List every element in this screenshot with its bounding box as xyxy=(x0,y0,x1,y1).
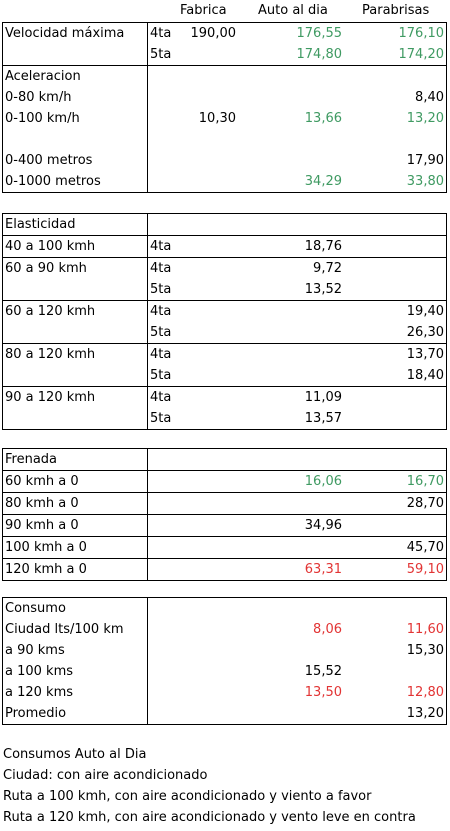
aceleracion-label: Aceleracion xyxy=(5,69,81,84)
value-auto-al-dia: 176,55 xyxy=(296,26,342,41)
marcha: 5ta xyxy=(150,47,172,62)
marcha: 5ta xyxy=(150,282,172,297)
note-line: Consumos Auto al Dia xyxy=(3,747,147,762)
marcha: 5ta xyxy=(150,411,172,426)
row-label: 60 a 120 kmh xyxy=(5,304,96,319)
row-frenada-title xyxy=(3,449,446,470)
velocidad-label: Velocidad máxima xyxy=(5,26,125,41)
value-parabrisas: 13,20 xyxy=(406,706,444,721)
row-120-a-0 xyxy=(3,558,446,580)
header-fabrica: Fabrica xyxy=(180,3,227,18)
row-label: a 120 kms xyxy=(5,685,74,700)
value-auto-al-dia: 9,72 xyxy=(313,261,342,276)
value-auto-al-dia: 15,52 xyxy=(304,664,342,679)
value-parabrisas: 33,80 xyxy=(406,174,444,189)
header-auto-al-dia: Auto al dia xyxy=(258,3,328,18)
value-parabrisas: 16,70 xyxy=(406,474,444,489)
row-0-400 xyxy=(3,150,446,171)
block-velocidad-aceleracion xyxy=(2,22,447,193)
value-fabrica: 10,30 xyxy=(198,111,236,126)
row-120-kms xyxy=(3,682,446,703)
row-elasticidad-title xyxy=(3,214,446,235)
value-parabrisas: 8,40 xyxy=(415,90,444,105)
block-elasticidad xyxy=(2,213,447,430)
row-60-120-5ta xyxy=(3,322,446,343)
value-auto-al-dia: 18,76 xyxy=(304,239,342,254)
row-label: a 100 kms xyxy=(5,664,74,679)
row-label: 60 a 90 kmh xyxy=(5,261,87,276)
value-parabrisas: 26,30 xyxy=(406,325,444,340)
marcha: 4ta xyxy=(150,390,172,405)
row-60-120-4ta xyxy=(3,300,446,322)
row-label: 0-400 metros xyxy=(5,153,93,168)
row-label: 40 a 100 kmh xyxy=(5,239,96,254)
row-label: Promedio xyxy=(5,706,67,721)
value-parabrisas: 59,10 xyxy=(406,562,444,577)
consumo-label: Consumo xyxy=(5,601,66,616)
header-parabrisas: Parabrisas xyxy=(362,3,430,18)
value-parabrisas: 13,20 xyxy=(406,111,444,126)
row-velocidad-4ta xyxy=(3,23,446,44)
value-parabrisas: 15,30 xyxy=(406,643,444,658)
note-line: Ruta a 120 kmh, con aire acondicionado y vento leve en contra xyxy=(3,810,416,825)
row-label: 0-1000 metros xyxy=(5,174,101,189)
value-parabrisas: 12,80 xyxy=(406,685,444,700)
row-label: 90 a 120 kmh xyxy=(5,390,96,405)
row-0-80 xyxy=(3,87,446,108)
row-aceleracion-title xyxy=(3,65,446,87)
row-label: a 90 kms xyxy=(5,643,65,658)
marcha: 4ta xyxy=(150,239,172,254)
block-consumo xyxy=(2,597,447,725)
row-80-120-4ta xyxy=(3,343,446,365)
value-auto-al-dia: 13,50 xyxy=(304,685,342,700)
note-line: Ruta a 100 kmh, con aire acondicionado y viento a favor xyxy=(3,789,372,804)
row-40-100-4ta xyxy=(3,235,446,257)
elasticidad-label: Elasticidad xyxy=(5,217,76,232)
row-ciudad xyxy=(3,619,446,640)
value-auto-al-dia: 13,57 xyxy=(304,411,342,426)
value-parabrisas: 19,40 xyxy=(406,304,444,319)
marcha: 4ta xyxy=(150,26,172,41)
row-consumo-title xyxy=(3,598,446,619)
row-90-kms xyxy=(3,640,446,661)
value-auto-al-dia: 63,31 xyxy=(304,562,342,577)
row-0-100 xyxy=(3,108,446,129)
row-60-90-5ta xyxy=(3,279,446,300)
row-60-90-4ta xyxy=(3,257,446,279)
row-100-kms xyxy=(3,661,446,682)
row-label: 100 kmh a 0 xyxy=(5,540,87,555)
value-auto-al-dia: 8,06 xyxy=(313,622,342,637)
marcha: 4ta xyxy=(150,261,172,276)
row-80-a-0 xyxy=(3,492,446,514)
value-parabrisas: 174,20 xyxy=(398,47,444,62)
row-label: 60 kmh a 0 xyxy=(5,474,79,489)
marcha: 4ta xyxy=(150,347,172,362)
value-parabrisas: 13,70 xyxy=(406,347,444,362)
row-90-120-5ta xyxy=(3,408,446,429)
row-blank xyxy=(3,129,446,150)
note-line: Ciudad: con aire acondicionado xyxy=(3,768,208,783)
row-label: Ciudad lts/100 km xyxy=(5,622,124,637)
row-label: 80 kmh a 0 xyxy=(5,496,79,511)
value-parabrisas: 11,60 xyxy=(406,622,444,637)
value-auto-al-dia: 13,52 xyxy=(304,282,342,297)
marcha: 5ta xyxy=(150,368,172,383)
value-auto-al-dia: 34,96 xyxy=(304,518,342,533)
row-60-a-0 xyxy=(3,470,446,492)
row-80-120-5ta xyxy=(3,365,446,386)
row-0-1000 xyxy=(3,171,446,192)
value-parabrisas: 17,90 xyxy=(406,153,444,168)
frenada-label: Frenada xyxy=(5,452,58,467)
row-90-120-4ta xyxy=(3,386,446,408)
value-auto-al-dia: 13,66 xyxy=(304,111,342,126)
notes xyxy=(3,744,416,828)
value-auto-al-dia: 16,06 xyxy=(304,474,342,489)
value-auto-al-dia: 34,29 xyxy=(304,174,342,189)
value-auto-al-dia: 174,80 xyxy=(296,47,342,62)
value-fabrica: 190,00 xyxy=(190,26,236,41)
row-100-a-0 xyxy=(3,536,446,558)
value-parabrisas: 28,70 xyxy=(406,496,444,511)
row-velocidad-5ta xyxy=(3,44,446,65)
row-label: 0-80 km/h xyxy=(5,90,72,105)
value-parabrisas: 176,10 xyxy=(398,26,444,41)
marcha: 4ta xyxy=(150,304,172,319)
marcha: 5ta xyxy=(150,325,172,340)
row-label: 80 a 120 kmh xyxy=(5,347,96,362)
row-90-a-0 xyxy=(3,514,446,536)
row-label: 0-100 km/h xyxy=(5,111,80,126)
value-parabrisas: 45,70 xyxy=(406,540,444,555)
value-parabrisas: 18,40 xyxy=(406,368,444,383)
block-frenada xyxy=(2,448,447,581)
row-label: 90 kmh a 0 xyxy=(5,518,79,533)
value-auto-al-dia: 11,09 xyxy=(304,390,342,405)
row-promedio xyxy=(3,703,446,724)
row-label: 120 kmh a 0 xyxy=(5,562,87,577)
